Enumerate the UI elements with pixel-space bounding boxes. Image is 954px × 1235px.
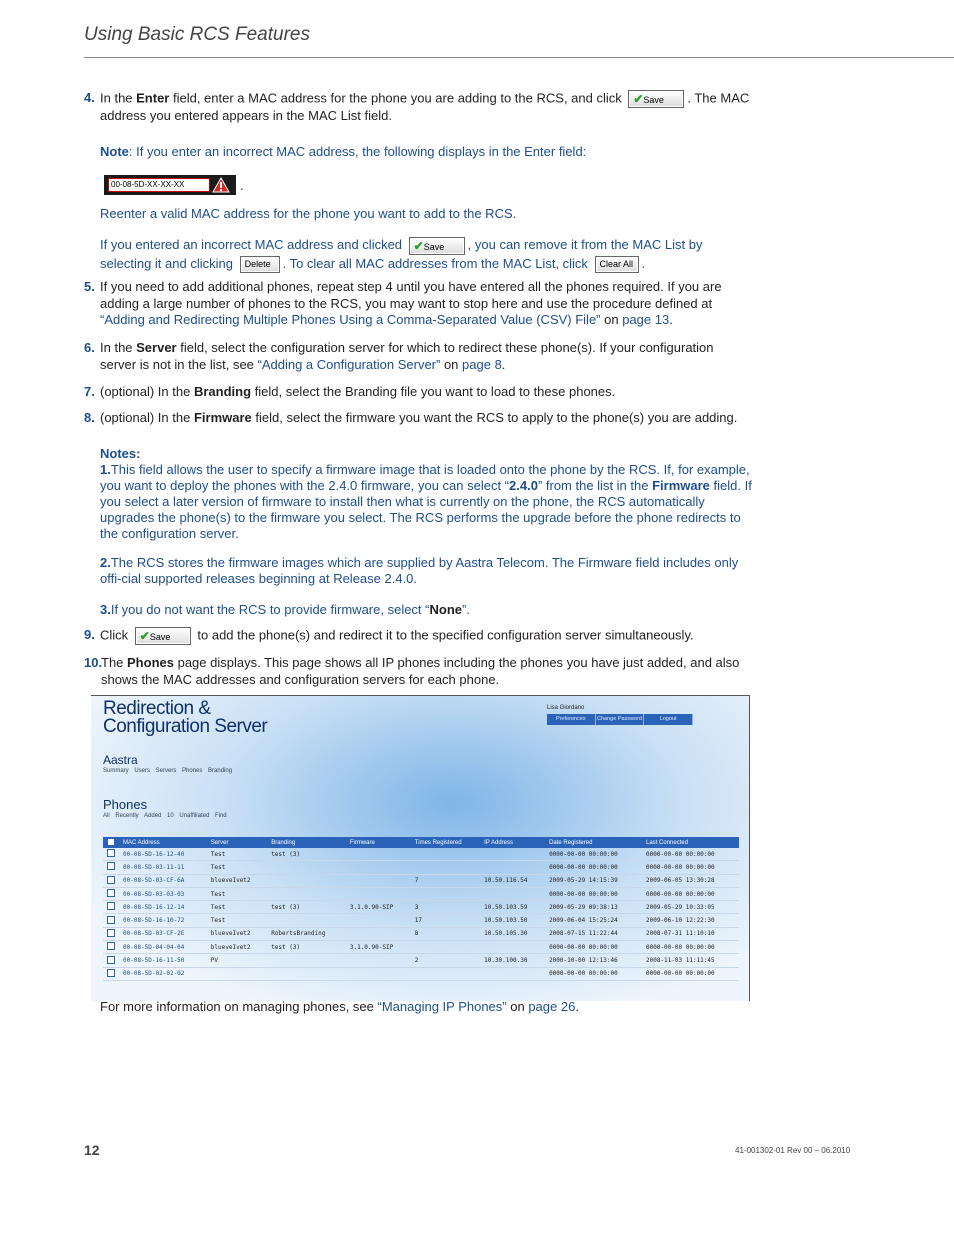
table-cell: 8 xyxy=(411,927,480,940)
phone-filters[interactable]: All Recently Added 10 Unaffiliated Find xyxy=(103,813,227,819)
table-row[interactable] xyxy=(103,874,739,887)
step-4: 4. In the Enter field, enter a MAC address for the phone you are adding to the RCS, and click ✔Save . The MAC address you entered appears in the MAC List field. xyxy=(84,90,750,123)
column-header[interactable]: Server xyxy=(207,837,267,848)
table-cell xyxy=(267,954,346,967)
table-cell xyxy=(346,927,411,940)
mac-address-link[interactable]: 00-08-5D-16-11-50 xyxy=(119,954,207,967)
table-cell: Test xyxy=(207,901,267,914)
row-checkbox[interactable] xyxy=(107,862,115,870)
table-cell xyxy=(267,861,346,874)
phones-page-screenshot xyxy=(91,695,750,1001)
table-cell: 0000-00-00 00:00:00 xyxy=(642,861,739,874)
mac-error-field xyxy=(104,175,236,195)
table-cell: 3.1.0.90-SIP xyxy=(346,941,411,954)
mac-address-link[interactable]: 00-08-5D-03-11-11 xyxy=(119,861,207,874)
row-checkbox[interactable] xyxy=(107,849,115,857)
page-link[interactable]: page 8 xyxy=(462,356,502,372)
checkmark-icon: ✔ xyxy=(633,92,644,106)
table-cell: 3.1.0.90-SIP xyxy=(346,901,411,914)
phones-table xyxy=(103,837,739,981)
revision-text: 41-001302-01 Rev 00 – 06.2010 xyxy=(735,1146,851,1155)
table-cell: 2 xyxy=(411,954,480,967)
table-cell: 10.30.100.30 xyxy=(480,954,545,967)
delete-button[interactable]: Delete xyxy=(240,256,280,273)
table-cell: 0000-00-00 00:00:00 xyxy=(642,967,739,980)
table-row[interactable] xyxy=(103,927,739,940)
page-link[interactable]: page 13 xyxy=(622,312,670,327)
table-cell xyxy=(346,848,411,861)
table-cell: 10.50.116.54 xyxy=(480,874,545,887)
column-header[interactable]: Branding xyxy=(267,837,346,848)
row-checkbox[interactable] xyxy=(107,889,115,897)
row-checkbox[interactable] xyxy=(107,902,115,910)
table-row[interactable] xyxy=(103,941,739,954)
save-button[interactable]: ✔Save xyxy=(135,627,191,645)
page-link[interactable]: page 26 xyxy=(528,999,576,1014)
table-cell xyxy=(411,941,480,954)
mac-address-link[interactable]: 00-08-5D-16-12-40 xyxy=(119,848,207,861)
table-cell xyxy=(207,967,267,980)
table-row[interactable] xyxy=(103,967,739,980)
table-cell xyxy=(346,967,411,980)
checkmark-icon: ✔ xyxy=(139,629,150,643)
mac-address-link[interactable]: 00-08-5D-04-04-04 xyxy=(119,941,207,954)
table-cell: PV xyxy=(207,954,267,967)
mac-address-link[interactable]: 00-08-5D-03-CF-6A xyxy=(119,874,207,887)
table-cell xyxy=(480,941,545,954)
table-cell xyxy=(267,967,346,980)
note-incorrect-mac: Note: If you enter an incorrect MAC address, the following displays in the Enter field: xyxy=(100,144,587,159)
table-cell xyxy=(411,967,480,980)
table-cell: 10.50.103.59 xyxy=(480,901,545,914)
table-cell: 2009-05-29 10:33:05 xyxy=(642,901,739,914)
column-header[interactable]: IP Address xyxy=(480,837,545,848)
table-cell: 0000-00-00 00:00:00 xyxy=(545,967,642,980)
app-title: Redirection & Configuration Server xyxy=(103,698,268,737)
table-cell: 2009-06-04 15:25:24 xyxy=(545,914,642,927)
table-cell: 17 xyxy=(411,914,480,927)
table-cell: 2009-06-10 12:22:30 xyxy=(642,914,739,927)
table-cell xyxy=(346,874,411,887)
table-cell: 2009-05-29 14:15:39 xyxy=(545,874,642,887)
table-cell xyxy=(480,861,545,874)
step-10: 10. The Phones page displays. This page shows all IP phones including the phones you have just added, and also shows the MAC addresses and configuration servers for each phone. xyxy=(84,655,740,687)
table-cell: 3 xyxy=(411,901,480,914)
select-all-checkbox[interactable] xyxy=(107,838,115,846)
table-cell xyxy=(267,914,346,927)
table-cell xyxy=(267,887,346,900)
table-cell: 2009-06-05 13:30:28 xyxy=(642,874,739,887)
note-3: 3.If you do not want the RCS to provide firmware, select “None”. xyxy=(100,602,470,617)
table-cell: test (3) xyxy=(267,901,346,914)
logout-link[interactable]: Logout xyxy=(644,714,693,725)
table-cell: Test xyxy=(207,887,267,900)
table-row[interactable] xyxy=(103,861,739,874)
column-header[interactable]: Last Connected xyxy=(642,837,739,848)
table-cell: 0000-00-00 00:00:00 xyxy=(642,848,739,861)
page-number: 12 xyxy=(84,1142,100,1158)
table-row[interactable] xyxy=(103,954,739,967)
table-cell: 7 xyxy=(411,874,480,887)
notes-block: Notes: 1.This field allows the user to specify a firmware image that is loaded onto the phone by the RCS. If, for example, you want to deploy the phones with the 2.4.0 firmware, you can select “2.4.0” from the list in the Firmware field. If you select a later version of firmware to install then what is currently on the phone, the RCS automatically upgrades the phone(s) to the firmware you select. The RCS performs the upgrade before the phone redirects to the configuration server. xyxy=(100,446,752,541)
table-cell: 10.50.105.30 xyxy=(480,927,545,940)
table-cell: Test xyxy=(207,848,267,861)
section-title: Phones xyxy=(103,797,148,812)
enter-field[interactable]: 00-08-5D-XX-XX-XX xyxy=(108,178,210,192)
user-menu xyxy=(547,714,693,725)
table-cell xyxy=(346,887,411,900)
running-header: Using Basic RCS Features xyxy=(84,24,310,45)
table-cell: 0000-00-00 00:00:00 xyxy=(642,887,739,900)
brand-name: Aastra xyxy=(103,753,138,767)
table-cell xyxy=(480,887,545,900)
row-checkbox[interactable] xyxy=(107,916,115,924)
table-cell: 2008-07-15 11:22:44 xyxy=(545,927,642,940)
table-cell: test (3) xyxy=(267,848,346,861)
mac-address-link[interactable]: 00-08-5D-16-12-14 xyxy=(119,901,207,914)
table-cell: blueveIvet2 xyxy=(207,927,267,940)
table-cell: RobertsBranding xyxy=(267,927,346,940)
table-cell: blueveIvet2 xyxy=(207,874,267,887)
table-row[interactable] xyxy=(103,901,739,914)
table-cell xyxy=(346,861,411,874)
column-header[interactable]: Times Registered xyxy=(411,837,480,848)
reenter-text: Reenter a valid MAC address for the phone you want to add to the RCS. xyxy=(100,206,517,221)
step-8: 8. (optional) In the Firmware field, select the firmware you want the RCS to apply to the phone(s) you are adding. xyxy=(84,410,738,425)
table-cell: 0000-00-00 00:00:00 xyxy=(545,861,642,874)
mac-address-link[interactable]: 00-08-5D-16-10-72 xyxy=(119,914,207,927)
table-row[interactable] xyxy=(103,887,739,900)
mac-address-link[interactable]: 00-08-5D-02-02-02 xyxy=(119,967,207,980)
note-2: 2.The RCS stores the firmware images which are supplied by Aastra Telecom. The Firmware field includes only offi-cial supported releases beginning at Release 2.4.0. xyxy=(100,555,739,586)
step-7: 7. (optional) In the Branding field, select the Branding file you want to load to these phones. xyxy=(84,384,616,399)
save-button[interactable]: ✔Save xyxy=(409,237,465,255)
change-password-link[interactable]: Change Password xyxy=(596,714,645,725)
table-cell xyxy=(346,914,411,927)
step-9: 9. Click ✔Save to add the phone(s) and redirect it to the specified configuration server simultaneously. xyxy=(84,627,694,643)
row-checkbox[interactable] xyxy=(107,876,115,884)
table-cell: 0000-00-00 00:00:00 xyxy=(642,941,739,954)
period: . xyxy=(240,178,244,193)
table-cell xyxy=(411,848,480,861)
config-server-link[interactable]: “Adding a Configuration Server” xyxy=(257,356,441,372)
table-cell xyxy=(480,848,545,861)
table-cell xyxy=(346,954,411,967)
csv-link[interactable]: “Adding and Redirecting Multiple Phones Using a Comma-Separated Value (CSV) File” xyxy=(100,312,601,327)
table-cell: Test xyxy=(207,914,267,927)
table-cell: blueveIvet2 xyxy=(207,941,267,954)
clear-all-button[interactable]: Clear All xyxy=(595,256,639,273)
warning-icon xyxy=(212,177,230,193)
table-cell xyxy=(267,874,346,887)
header-rule xyxy=(84,57,954,58)
table-cell xyxy=(411,861,480,874)
table-row[interactable] xyxy=(103,848,739,861)
table-cell: 2008-11-03 11:11:45 xyxy=(642,954,739,967)
preferences-link[interactable]: Preferences xyxy=(547,714,596,725)
table-row[interactable] xyxy=(103,914,739,927)
managing-phones-link[interactable]: “Managing IP Phones” xyxy=(377,999,507,1014)
step-5: 5. If you need to add additional phones, repeat step 4 until you have entered all the phones required. If you are adding a large number of phones to the RCS, you may want to stop here and use the procedure defined at “Adding and Redirecting Multiple Phones Using a Comma-Separated Value (CSV) File” on page 13. xyxy=(84,279,722,327)
table-cell: 2000-10-00 12:13:46 xyxy=(545,954,642,967)
remove-mac-text: If you entered an incorrect MAC address and clicked ✔Save , you can remove it from the MAC List by selecting it and clicking Delete . To clear all MAC addresses from the MAC List, click Clear All . xyxy=(100,236,752,273)
more-info-text: For more information on managing phones, see “Managing IP Phones” on page 26. xyxy=(100,999,579,1014)
column-header[interactable]: MAC Address xyxy=(119,837,207,848)
table-cell: Test xyxy=(207,861,267,874)
row-checkbox[interactable] xyxy=(107,942,115,950)
main-menu[interactable]: Summary Users Servers Phones Branding xyxy=(103,768,233,774)
step-6: 6. In the Server field, select the configuration server for which to redirect these phone(s). If your configuration server is not in the list, see “Adding a Configuration Server” on page 8. xyxy=(84,340,714,372)
step-number: 4. xyxy=(84,90,95,105)
table-cell xyxy=(480,967,545,980)
column-header[interactable]: Firmware xyxy=(346,837,411,848)
mac-address-link[interactable]: 00-08-5D-03-CF-2E xyxy=(119,927,207,940)
table-cell: 2008-07-31 11:10:10 xyxy=(642,927,739,940)
table-cell: 2009-05-29 09:38:13 xyxy=(545,901,642,914)
mac-address-link[interactable]: 00-08-5D-03-03-03 xyxy=(119,887,207,900)
table-cell: 0000-00-00 00:00:00 xyxy=(545,887,642,900)
table-cell xyxy=(411,887,480,900)
row-checkbox[interactable] xyxy=(107,956,115,964)
row-checkbox[interactable] xyxy=(107,969,115,977)
table-cell: 10.50.103.50 xyxy=(480,914,545,927)
save-button[interactable]: ✔Save xyxy=(628,90,684,108)
table-cell: 0000-00-00 00:00:00 xyxy=(545,848,642,861)
table-cell: test (3) xyxy=(267,941,346,954)
row-checkbox[interactable] xyxy=(107,929,115,937)
table-cell: 0000-00-00 00:00:00 xyxy=(545,941,642,954)
column-header[interactable]: Date Registered xyxy=(545,837,642,848)
user-name: Lisa Giordano xyxy=(547,705,585,711)
checkmark-icon: ✔ xyxy=(413,238,424,253)
